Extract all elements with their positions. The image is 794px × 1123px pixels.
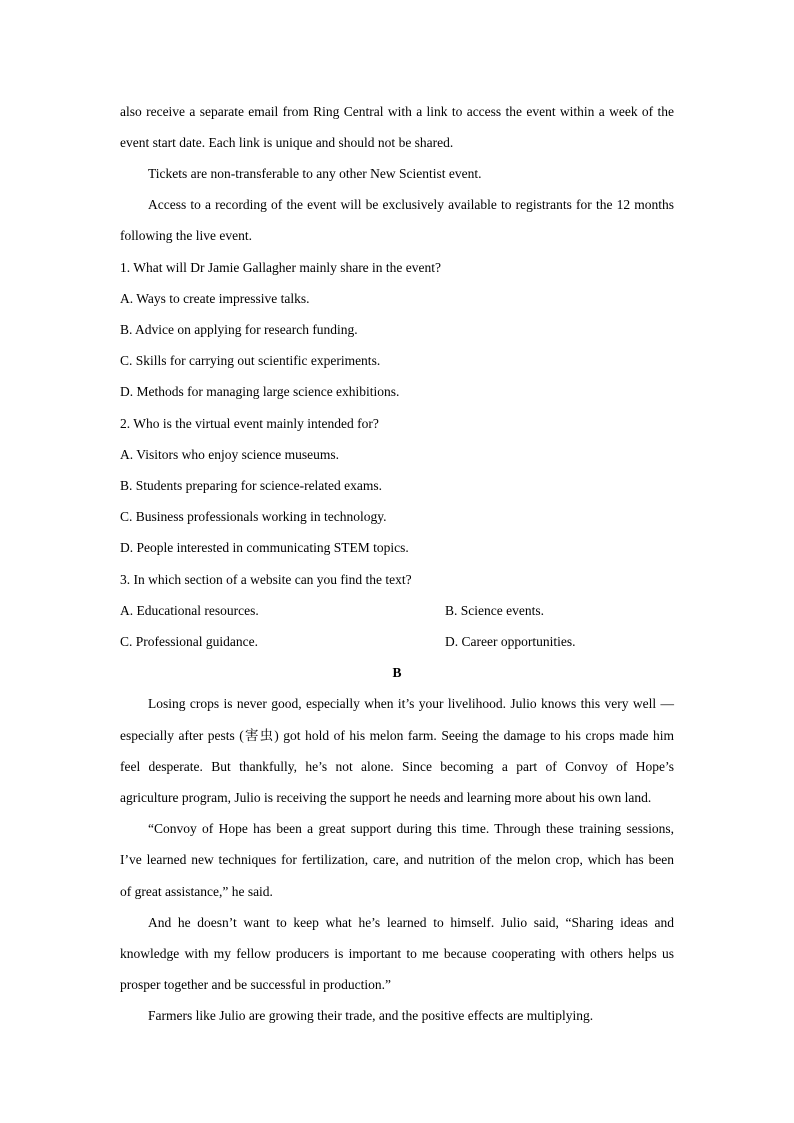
- passage-b-line: Farmers like Julio are growing their trade, and the positive effects are multiplying.: [148, 1008, 594, 1023]
- question-stem: 1. What will Dr Jamie Gallagher mainly share in the event?: [120, 260, 442, 275]
- question-option: C. Professional guidance.: [120, 634, 258, 649]
- question-option: C. Skills for carrying out scientific experiments.: [120, 353, 381, 368]
- passage-b-line: And he doesn’t want to keep what he’s learned to himself. Julio said, “Sharing ideas and: [148, 915, 674, 930]
- question-stem: 2. Who is the virtual event mainly intended for?: [120, 416, 379, 431]
- passage-b-line: “Convoy of Hope has been a great support during this time. Through these training sessions,: [148, 821, 674, 836]
- passage-a-line: event start date. Each link is unique and should not be shared.: [120, 135, 454, 150]
- passage-b-line: knowledge with my fellow producers is important to me because cooperating with others helps us: [120, 946, 674, 961]
- question-option: A. Ways to create impressive talks.: [120, 291, 310, 306]
- passage-a-line: also receive a separate email from Ring Central with a link to access the event within a week of the: [120, 104, 674, 119]
- question-option: B. Students preparing for science-related exams.: [120, 478, 383, 493]
- question-option: D. Methods for managing large science exhibitions.: [120, 384, 400, 399]
- question-option: B. Advice on applying for research funding.: [120, 322, 358, 337]
- passage-a-line: following the live event.: [120, 228, 252, 243]
- question-option: D. People interested in communicating STEM topics.: [120, 540, 409, 555]
- passage-b-line: prosper together and be successful in production.”: [120, 977, 392, 992]
- passage-b-line: Losing crops is never good, especially when it’s your livelihood. Julio knows this very well —: [148, 696, 674, 711]
- question-stem: 3. In which section of a website can you find the text?: [120, 572, 412, 587]
- question-option: D. Career opportunities.: [445, 634, 576, 649]
- passage-b-line: especially after pests (害虫) got hold of his melon farm. Seeing the damage to his crops made him: [120, 728, 674, 743]
- passage-a-line: Access to a recording of the event will be exclusively available to registrants for the 12 months: [148, 197, 674, 212]
- question-option: B. Science events.: [445, 603, 544, 618]
- passage-b-line: agriculture program, Julio is receiving the support he needs and learning more about his own land.: [120, 790, 652, 805]
- passage-b-line: of great assistance,” he said.: [120, 884, 273, 899]
- question-option: A. Educational resources.: [120, 603, 259, 618]
- section-heading: B: [392, 665, 402, 680]
- passage-a-line: Tickets are non-transferable to any other New Scientist event.: [148, 166, 482, 181]
- passage-b-line: I’ve learned new techniques for fertilization, care, and nutrition of the melon crop, which has been: [120, 852, 674, 867]
- question-option: C. Business professionals working in technology.: [120, 509, 387, 524]
- passage-b-line: feel desperate. But thankfully, he’s not alone. Since becoming a part of Convoy of Hope’s: [120, 759, 674, 774]
- question-option: A. Visitors who enjoy science museums.: [120, 447, 340, 462]
